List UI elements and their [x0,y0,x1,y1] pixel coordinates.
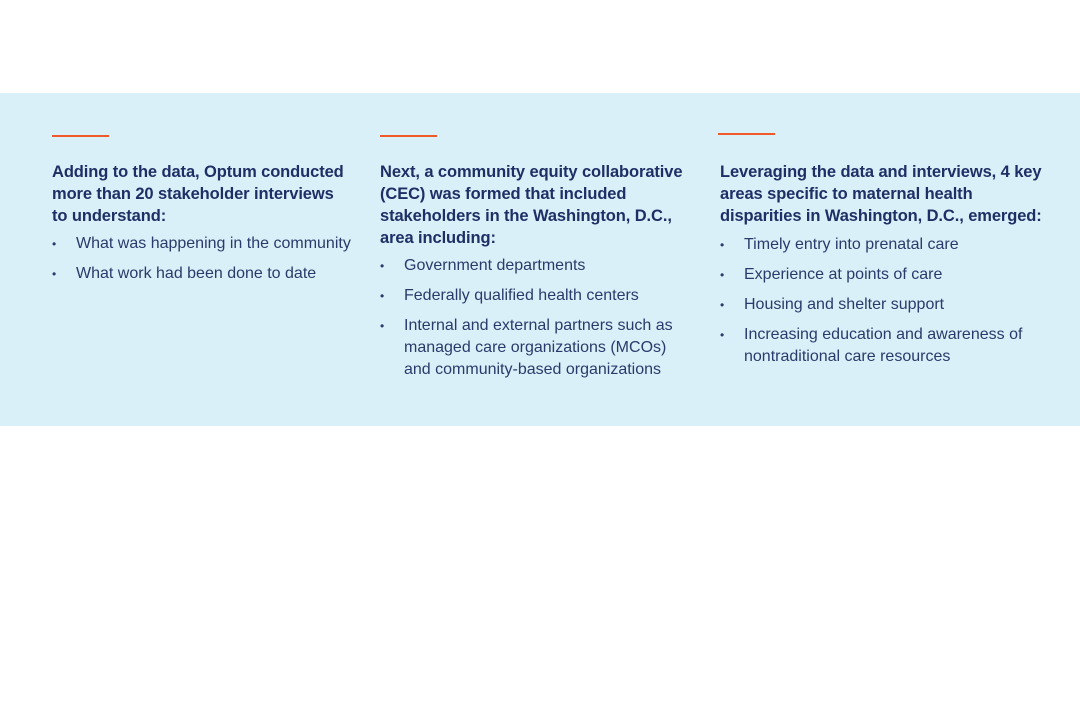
bullet-icon: • [380,319,385,333]
bullet-list [720,234,1030,376]
content-panel [0,93,1080,426]
accent-rule [380,135,437,137]
list-item: • Timely entry into prenatal care [720,234,1030,256]
column-heading: Adding to the data, Optum conducted more than 20 stakeholder interviews to understand: [52,163,344,225]
list-item: • What work had been done to date [52,263,352,285]
column-heading: Next, a community equity collaborative (CEC) was formed that included stakeholders in the Washington, D.C., area including: [380,163,683,247]
accent-rule [718,133,775,135]
list-item: • What was happening in the community [52,233,352,255]
bullet-icon: • [380,259,385,273]
list-item: • Increasing education and awareness of nontraditional care resources [720,326,1023,365]
list-item: • Internal and external partners such as managed care organizations (MCOs) and community-based organizations [380,317,673,378]
bullet-icon: • [52,267,57,281]
bullet-icon: • [720,328,725,342]
bullet-icon: • [720,268,725,282]
bullet-icon: • [380,289,385,303]
bullet-icon: • [720,298,725,312]
bullet-list [380,255,695,389]
bullet-list [52,233,352,293]
accent-rule [52,135,109,137]
bullet-icon: • [720,238,725,252]
list-item: • Housing and shelter support [720,294,1030,316]
column-heading: Leveraging the data and interviews, 4 key areas specific to maternal health disparities in Washington, D.C., emerged: [720,163,1042,225]
list-item: • Government departments [380,255,695,277]
bullet-icon: • [52,237,57,251]
list-item: • Federally qualified health centers [380,285,695,307]
list-item: • Experience at points of care [720,264,1030,286]
